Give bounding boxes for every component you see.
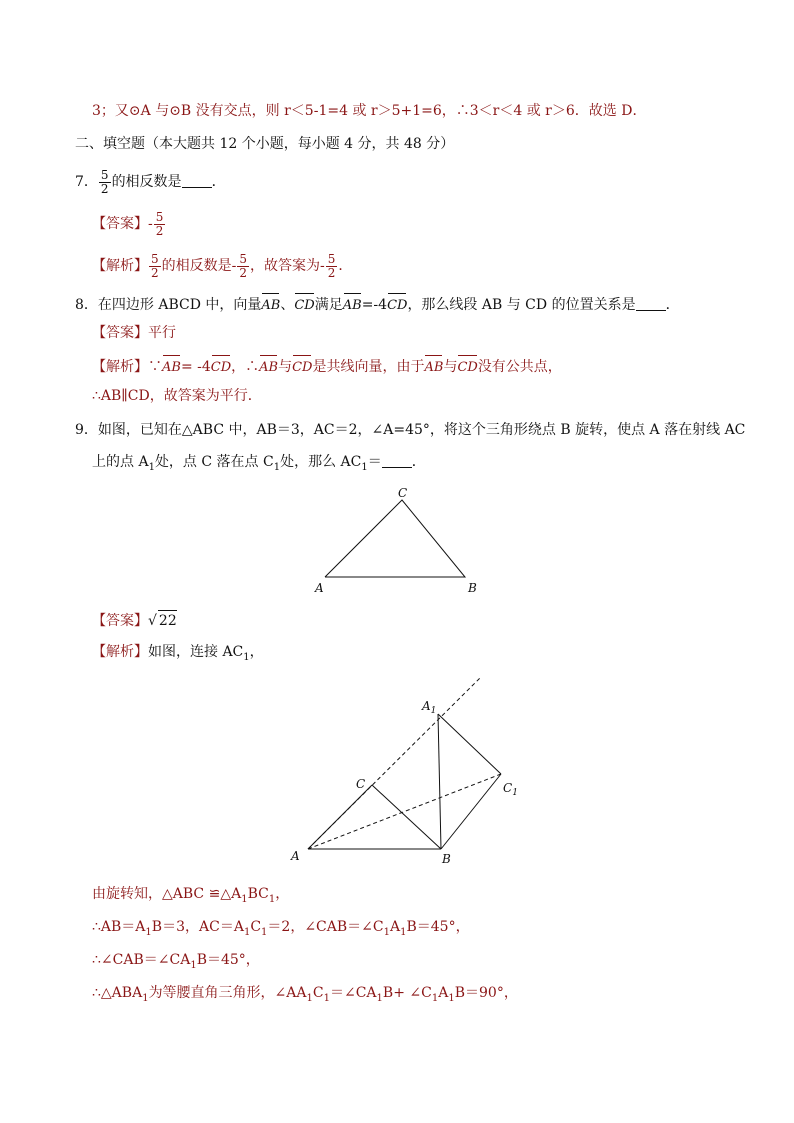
subscript: 1 xyxy=(268,893,276,905)
q9-step-text: B＝3，AC＝A xyxy=(151,919,244,935)
q7-stem xyxy=(75,164,226,200)
q9-analysis-text: ， xyxy=(249,644,264,660)
q9-step-text: A xyxy=(389,919,401,935)
q7-analysis-text: ． xyxy=(338,258,353,274)
q8-stem-text: ． xyxy=(665,297,680,313)
q8-analysis-text: 与 xyxy=(443,359,458,375)
label-b: B xyxy=(442,852,451,866)
q9-step-text: ， xyxy=(275,886,290,902)
analysis-tag: 【解析】 xyxy=(92,359,148,375)
q9-step-text: B+ ∠C xyxy=(382,985,432,1001)
sqrt-symbol: √ xyxy=(148,613,157,629)
q9-step-text: C xyxy=(312,985,324,1001)
fraction-5-2: $\frac{5}{2}$ xyxy=(151,251,159,280)
q9-step-text: ＝2，∠CAB＝∠C xyxy=(267,919,384,935)
q8-stem-text: =-4 xyxy=(361,297,388,313)
q9-step-text: ∴∠CAB＝∠CA xyxy=(92,952,191,968)
q7-stem-end: ． xyxy=(211,174,226,190)
q7-analysis-text: ，故答案为- xyxy=(250,258,325,274)
label-a: A xyxy=(315,581,324,595)
q8-analysis-text: 没有公共点， xyxy=(477,359,562,375)
q9-analysis-text: 如图，连接 AC xyxy=(148,644,244,660)
vector-cd: CD xyxy=(387,292,407,316)
fraction-5-2: $\frac{5}{2}$ xyxy=(155,209,164,238)
q9-step-text: C xyxy=(250,919,262,935)
subscript: 1 xyxy=(243,926,251,938)
q9-stem-text: 上的点 A xyxy=(92,454,149,470)
fraction-5-2: $\frac{5}{2}$ xyxy=(327,251,336,280)
q9-step3 xyxy=(92,950,260,976)
answer-tag: 【答案】 xyxy=(92,325,148,341)
q9-stem-text: ＝ xyxy=(367,454,382,470)
q8-analysis-conclusion: ∴AB∥CD，故答案为平行． xyxy=(92,388,262,404)
subscript: 1 xyxy=(273,461,281,473)
subscript: 1 xyxy=(306,992,313,1004)
segment-ac xyxy=(308,785,372,849)
q8-analysis-text: = -4 xyxy=(180,359,211,375)
q8-analysis-text: ∵ xyxy=(148,359,162,375)
segment-a1c1 xyxy=(438,714,501,774)
subscript: 1 xyxy=(383,926,390,938)
analysis-tag: 【解析】 xyxy=(92,644,148,660)
answer-blank xyxy=(382,453,412,468)
answer-tag: 【答案】 xyxy=(92,216,148,232)
q7-analysis-text: 的相反数是- xyxy=(161,258,237,274)
subscript: 1 xyxy=(323,992,330,1004)
subscript: 1 xyxy=(243,651,250,663)
subscript: 1 xyxy=(145,926,152,938)
q8-analysis-text: 是共线向量，由于 xyxy=(312,359,425,375)
segment-ac1-dashed xyxy=(308,774,501,849)
q9-stem-text: ． xyxy=(411,454,426,470)
q7-answer-sign: - xyxy=(148,216,153,232)
label-c1: $C_1$ xyxy=(503,781,518,798)
q9-step-text: 为等腰直角三角形，∠AA xyxy=(148,985,307,1001)
label-a: A xyxy=(291,849,300,863)
subscript: 1 xyxy=(261,926,268,938)
q8-stem-text: 满足 xyxy=(314,297,343,313)
subscript: 1 xyxy=(361,461,368,473)
q8-answer-value: 平行 xyxy=(148,325,176,341)
q9-step2 xyxy=(92,917,470,943)
q8-analysis-text: 与 xyxy=(278,359,293,375)
q7-number: 7． xyxy=(75,174,98,190)
vector-ab: AB xyxy=(261,292,280,316)
q9-step-text: ∴AB＝A xyxy=(92,919,146,935)
analysis-tag: 【解析】 xyxy=(92,258,148,274)
answer-tag: 【答案】 xyxy=(92,613,148,629)
q7-analysis xyxy=(92,248,352,284)
q9-stem-text: 处，点 C 落在点 C xyxy=(154,454,274,470)
q9-step-text: B＝45°， xyxy=(196,952,260,968)
vector-ab: AB xyxy=(343,292,362,316)
q9-step4 xyxy=(92,983,518,1009)
q9-step-text: 由旋转知，△ABC ≌△A xyxy=(92,886,242,902)
label-b: B xyxy=(468,581,477,595)
q8-analysis-text: ，∴ xyxy=(231,359,260,375)
q9-stem-text: 处，那么 AC xyxy=(280,454,362,470)
q8-analysis xyxy=(92,354,562,378)
q9-step-text: BC xyxy=(247,886,269,902)
subscript: 1 xyxy=(142,992,149,1004)
label-c: C xyxy=(356,777,366,791)
q9-step-text: B＝90°， xyxy=(454,985,518,1001)
section-header: 二、填空题（本大题共 12 个小题，每小题 4 分，共 48 分） xyxy=(75,136,455,152)
vector-ab: AB xyxy=(424,354,443,378)
vector-ab: AB xyxy=(162,354,181,378)
q8-answer xyxy=(92,323,176,343)
subscript: 1 xyxy=(190,959,197,971)
label-c: C xyxy=(398,486,408,500)
subscript: 1 xyxy=(376,992,383,1004)
q9-step-text: ＝∠CA xyxy=(329,985,377,1001)
subscript: 1 xyxy=(431,992,439,1004)
q9-analysis-intro xyxy=(92,642,264,668)
q8-stem-text: 、 xyxy=(280,297,295,313)
q9-step1 xyxy=(92,884,289,910)
answer-blank xyxy=(182,173,212,188)
vector-cd: CD xyxy=(294,292,314,316)
segment-a1b xyxy=(438,714,441,849)
q9-stem-line2 xyxy=(92,452,426,478)
q9-answer xyxy=(92,610,177,631)
label-a1: $A_1$ xyxy=(422,699,437,716)
q8-stem xyxy=(75,292,680,316)
rotation-figure xyxy=(280,670,530,870)
answer-blank xyxy=(636,296,666,311)
q7-answer xyxy=(92,206,166,242)
q8-stem-text: ，那么线段 AB 与 CD 的位置关系是 xyxy=(407,297,636,313)
q9-step-text: ∴△ABA xyxy=(92,985,143,1001)
vector-ab: AB xyxy=(259,354,278,378)
vector-cd: CD xyxy=(211,354,231,378)
subscript: 1 xyxy=(448,992,455,1004)
fraction-5-2: $\frac{5}{2}$ xyxy=(239,251,248,280)
segment-cb xyxy=(372,785,441,849)
sqrt-radicand: 22 xyxy=(158,610,177,631)
vector-cd: CD xyxy=(457,354,477,378)
q9-step-text: A xyxy=(438,985,449,1001)
q9-stem-line1: 9．如图，已知在△ABC 中，AB＝3，AC＝2，∠A=45°，将这个三角形绕点 B 旋转，使点 A 落在射线 AC xyxy=(75,422,746,438)
subscript: 1 xyxy=(241,893,248,905)
subscript: 1 xyxy=(148,461,155,473)
q8-stem-text: 8．在四边形 ABCD 中，向量 xyxy=(75,297,262,313)
q6-solution-tail: 3；又⊙A 与⊙B 没有交点，则 r＜5-1=4 或 r＞5+1=6，∴3＜r＜4 或 r＞6．故选 D． xyxy=(92,103,647,119)
q9-step-text: B＝45°， xyxy=(406,919,470,935)
vector-cd: CD xyxy=(292,354,312,378)
fraction-5-2: $\frac{5}{2}$ xyxy=(100,167,109,196)
triangle-abc-figure xyxy=(305,482,485,597)
subscript: 1 xyxy=(400,926,407,938)
triangle-abc xyxy=(325,500,465,577)
q7-stem-text: 的相反数是 xyxy=(111,174,182,190)
